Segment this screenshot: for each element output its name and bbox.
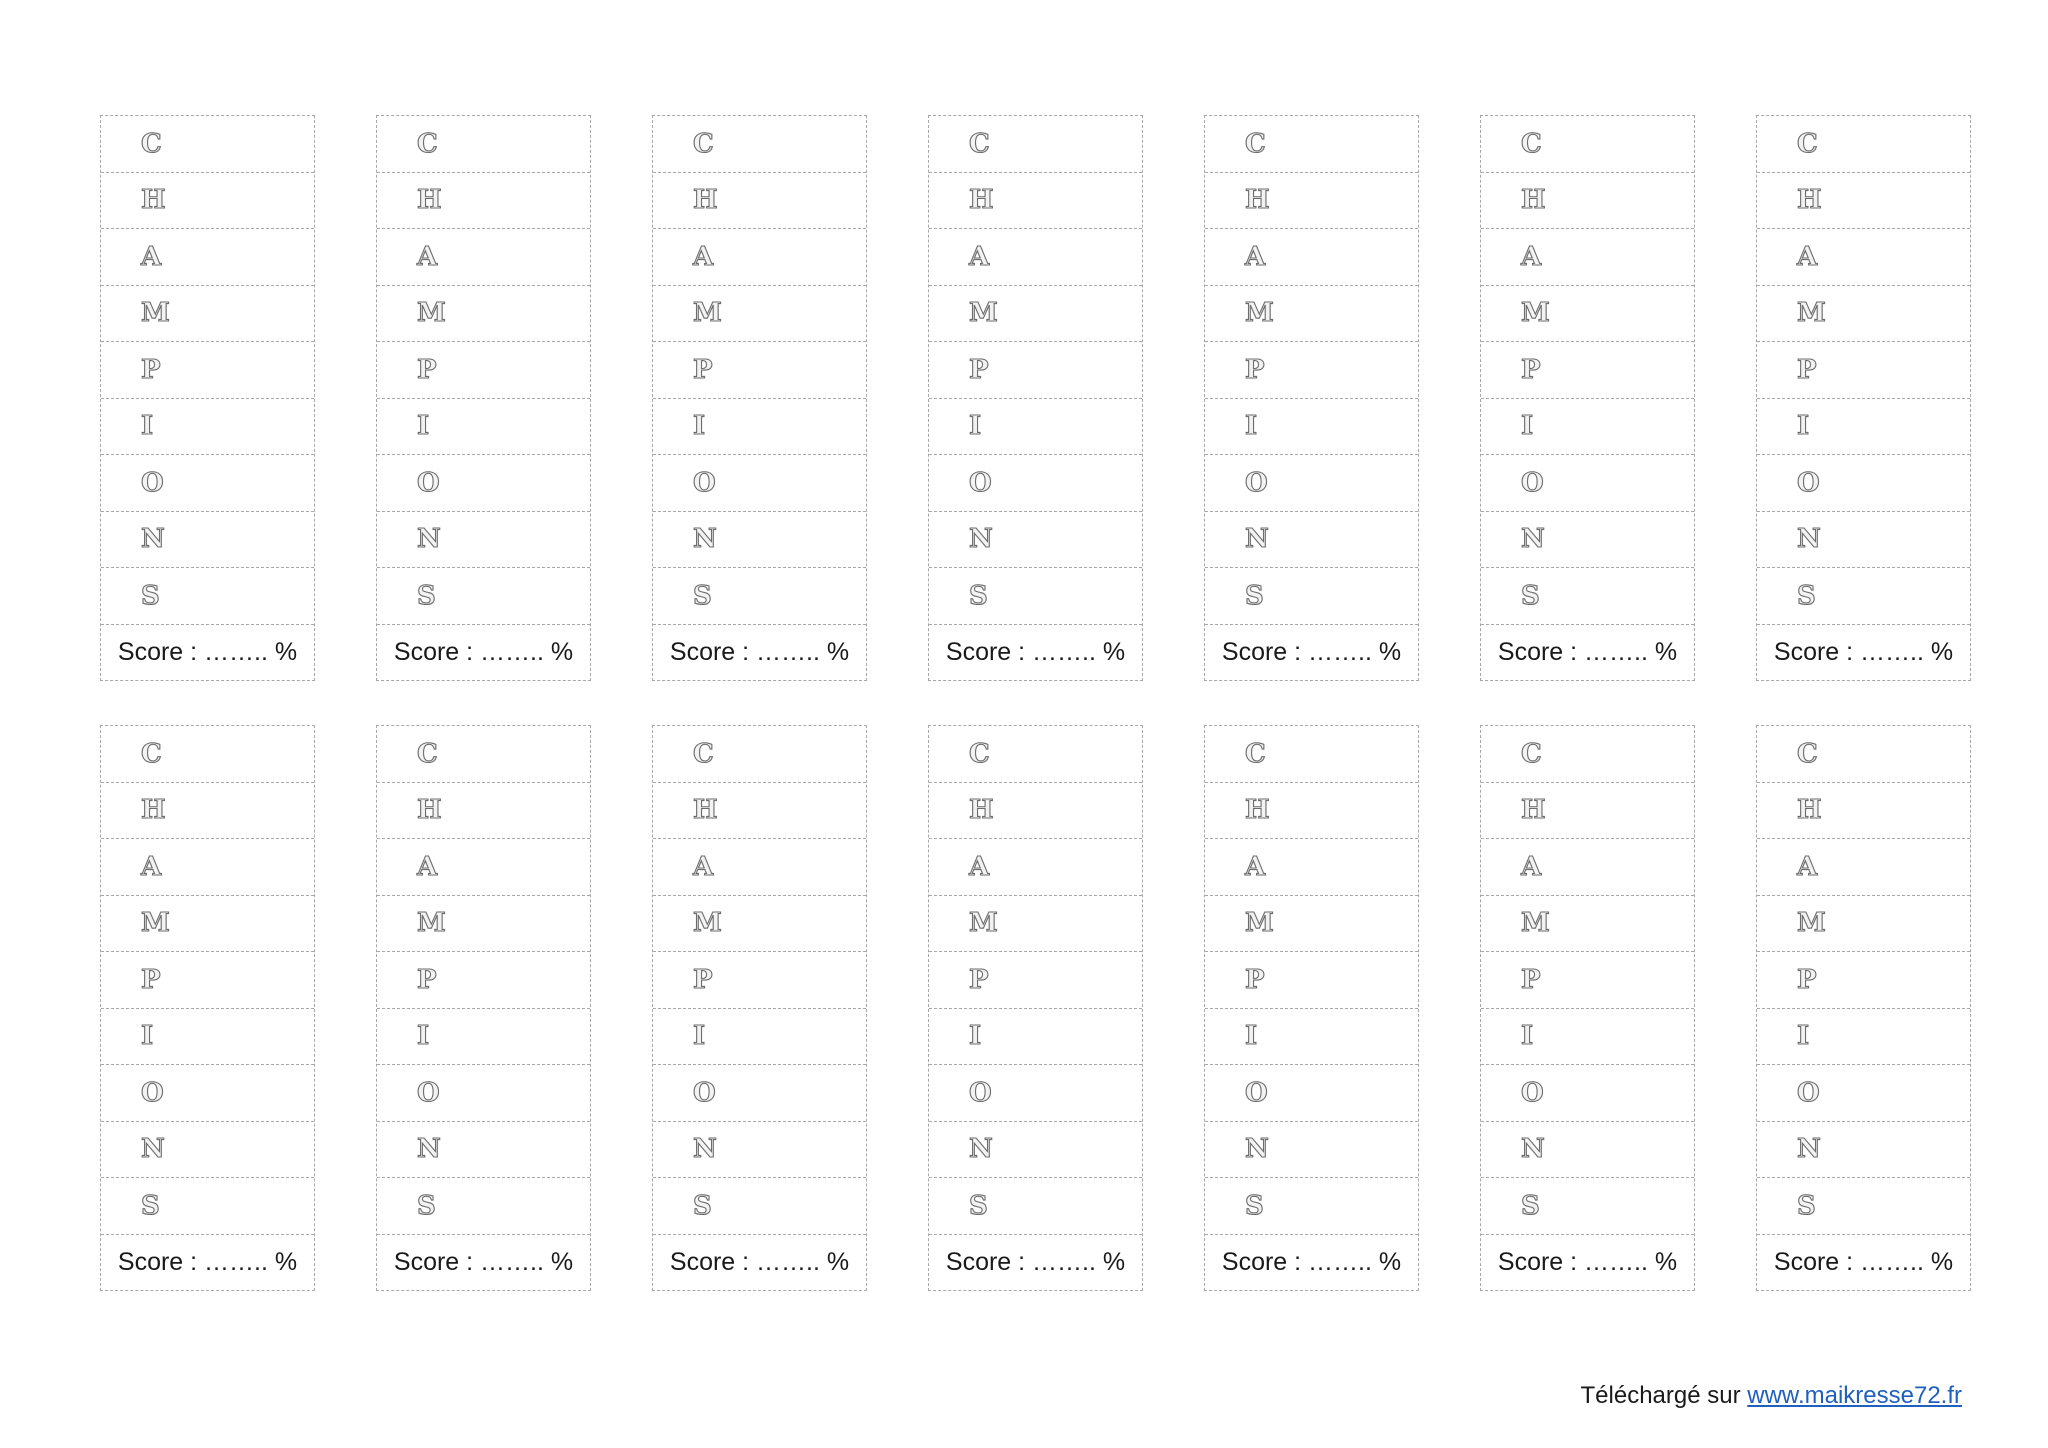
letter-row [1481, 455, 1694, 512]
letter-glyph: N [1521, 524, 1545, 555]
letter-row [1757, 952, 1970, 1009]
letter-row [1481, 342, 1694, 399]
letter-glyph: N [417, 1134, 441, 1165]
letter-row [1757, 173, 1970, 230]
letter-row [929, 512, 1142, 569]
letter-row [1205, 1065, 1418, 1122]
letter-row [929, 342, 1142, 399]
letter-glyph: I [1245, 1021, 1258, 1052]
letter-glyph: M [969, 298, 998, 329]
letter-row [377, 512, 590, 569]
letter-glyph: O [969, 467, 992, 498]
letter-row [101, 286, 314, 343]
letter-row [1757, 286, 1970, 343]
letter-glyph: O [1797, 467, 1820, 498]
letter-glyph: S [141, 1190, 160, 1221]
letter-row [101, 896, 314, 953]
letter-row [377, 1009, 590, 1066]
letter-glyph: C [1521, 738, 1542, 769]
letter-row [1481, 1009, 1694, 1066]
letter-glyph: P [417, 964, 437, 995]
letter-glyph: C [693, 738, 714, 769]
letter-row [101, 1178, 314, 1235]
letter-glyph: M [141, 298, 170, 329]
letter-glyph: H [141, 185, 166, 216]
letter-row [1757, 1065, 1970, 1122]
word-card [1480, 115, 1695, 681]
letter-glyph: H [1797, 795, 1822, 826]
letter-row [1205, 896, 1418, 953]
letter-glyph: M [693, 298, 722, 329]
letter-row [653, 229, 866, 286]
letter-glyph: H [1797, 185, 1822, 216]
letter-glyph: P [417, 354, 437, 385]
letter-row [101, 116, 314, 173]
word-card [376, 725, 591, 1291]
letter-row [653, 512, 866, 569]
letter-glyph: I [1797, 1021, 1810, 1052]
letter-row [101, 229, 314, 286]
letter-glyph: P [1245, 964, 1265, 995]
letter-row [1757, 116, 1970, 173]
letter-row [929, 1065, 1142, 1122]
letter-glyph: I [1521, 411, 1534, 442]
letter-row [1481, 726, 1694, 783]
letter-glyph: S [969, 1190, 988, 1221]
letter-row [377, 399, 590, 456]
letter-row [377, 455, 590, 512]
letter-glyph: O [1797, 1077, 1820, 1108]
letter-glyph: C [1797, 738, 1818, 769]
letter-row [1481, 286, 1694, 343]
letter-row [929, 173, 1142, 230]
letter-glyph: S [969, 580, 988, 611]
score-line: Score : …….. % [393, 637, 574, 666]
letter-row [653, 286, 866, 343]
letter-glyph: H [693, 185, 718, 216]
letter-glyph: A [1797, 241, 1818, 272]
letter-row [1481, 568, 1694, 625]
letter-row [1205, 1178, 1418, 1235]
letter-row [653, 342, 866, 399]
letter-row [1481, 229, 1694, 286]
letter-row [101, 173, 314, 230]
letter-row [101, 839, 314, 896]
letter-row [1481, 512, 1694, 569]
letter-glyph: A [693, 851, 714, 882]
letter-row [1205, 726, 1418, 783]
letter-glyph: N [1797, 524, 1821, 555]
score-line: Score : …….. % [1497, 1247, 1678, 1276]
letter-glyph: H [417, 185, 442, 216]
letter-row [377, 116, 590, 173]
letter-glyph: N [693, 524, 717, 555]
letter-row [929, 726, 1142, 783]
letter-row [653, 896, 866, 953]
letter-glyph: S [417, 580, 436, 611]
letter-glyph: H [969, 185, 994, 216]
letter-row [1205, 173, 1418, 230]
letter-glyph: M [417, 908, 446, 939]
letter-glyph: O [141, 1077, 164, 1108]
letter-row [1205, 286, 1418, 343]
letter-glyph: O [1245, 467, 1268, 498]
score-line: Score : …….. % [393, 1247, 574, 1276]
letter-row [1757, 399, 1970, 456]
letter-glyph: P [1797, 354, 1817, 385]
letter-row [377, 952, 590, 1009]
letter-glyph: S [693, 580, 712, 611]
letter-glyph: I [693, 411, 706, 442]
letter-glyph: S [1797, 580, 1816, 611]
letter-glyph: N [969, 1134, 993, 1165]
letter-row [653, 783, 866, 840]
letter-glyph: O [141, 467, 164, 498]
letter-glyph: A [1245, 241, 1266, 272]
footer-link[interactable]: www.maikresse72.fr [1747, 1382, 1962, 1409]
letter-row [1205, 952, 1418, 1009]
letter-glyph: H [1521, 795, 1546, 826]
letter-glyph: N [693, 1134, 717, 1165]
letter-glyph: O [417, 1077, 440, 1108]
letter-row [653, 116, 866, 173]
letter-glyph: I [969, 1021, 982, 1052]
letter-row [101, 1065, 314, 1122]
letter-row [929, 229, 1142, 286]
letter-row [1481, 116, 1694, 173]
letter-glyph: I [1797, 411, 1810, 442]
letter-row [929, 399, 1142, 456]
letter-row [1757, 1178, 1970, 1235]
letter-glyph: M [1245, 298, 1274, 329]
letter-row [1205, 116, 1418, 173]
word-card [1480, 725, 1695, 1291]
cards-grid [100, 115, 1972, 1291]
letter-glyph: O [1245, 1077, 1268, 1108]
word-card [1204, 725, 1419, 1291]
letter-glyph: O [969, 1077, 992, 1108]
word-card [1204, 115, 1419, 681]
letter-glyph: I [141, 411, 154, 442]
letter-row [377, 229, 590, 286]
letter-row [653, 1065, 866, 1122]
letter-row [377, 286, 590, 343]
score-line: Score : …….. % [1221, 1247, 1402, 1276]
word-card [652, 115, 867, 681]
word-card [928, 725, 1143, 1291]
letter-row [929, 1178, 1142, 1235]
letter-glyph: S [417, 1190, 436, 1221]
letter-glyph: P [969, 964, 989, 995]
letter-row [1757, 229, 1970, 286]
letter-glyph: I [1245, 411, 1258, 442]
word-card [100, 115, 315, 681]
letter-row [1205, 839, 1418, 896]
letter-glyph: N [1245, 1134, 1269, 1165]
letter-row [929, 455, 1142, 512]
letter-glyph: H [1521, 185, 1546, 216]
letter-glyph: M [969, 908, 998, 939]
letter-glyph: P [693, 964, 713, 995]
letter-glyph: S [1521, 1190, 1540, 1221]
score-line: Score : …….. % [117, 637, 298, 666]
letter-row [101, 1122, 314, 1179]
letter-glyph: C [417, 738, 438, 769]
letter-glyph: A [969, 241, 990, 272]
letter-glyph: H [1245, 795, 1270, 826]
letter-row [101, 726, 314, 783]
letter-glyph: N [1521, 1134, 1545, 1165]
letter-glyph: N [1245, 524, 1269, 555]
letter-glyph: P [693, 354, 713, 385]
letter-row [1205, 229, 1418, 286]
score-line: Score : …….. % [1497, 637, 1678, 666]
letter-row [101, 342, 314, 399]
letter-glyph: S [141, 580, 160, 611]
letter-glyph: I [417, 411, 430, 442]
letter-glyph: I [693, 1021, 706, 1052]
footer-credit [1581, 1382, 1962, 1410]
letter-glyph: M [417, 298, 446, 329]
letter-row [101, 568, 314, 625]
letter-glyph: M [693, 908, 722, 939]
letter-row [1205, 455, 1418, 512]
letter-row [377, 1178, 590, 1235]
letter-glyph: S [1245, 580, 1264, 611]
letter-row [101, 512, 314, 569]
letter-row [1205, 512, 1418, 569]
letter-row [1481, 952, 1694, 1009]
letter-glyph: A [1521, 241, 1542, 272]
letter-glyph: S [1521, 580, 1540, 611]
letter-row [1757, 726, 1970, 783]
letter-row [1205, 1122, 1418, 1179]
letter-glyph: A [693, 241, 714, 272]
letter-glyph: C [141, 128, 162, 159]
letter-row [1481, 173, 1694, 230]
letter-glyph: P [141, 354, 161, 385]
letter-glyph: A [141, 851, 162, 882]
letter-row [1757, 896, 1970, 953]
score-line: Score : …….. % [669, 637, 850, 666]
letter-glyph: C [141, 738, 162, 769]
letter-glyph: P [1521, 964, 1541, 995]
letter-glyph: C [1245, 738, 1266, 769]
letter-row [1481, 399, 1694, 456]
letter-glyph: A [1797, 851, 1818, 882]
letter-glyph: A [417, 241, 438, 272]
letter-glyph: I [141, 1021, 154, 1052]
letter-row [653, 1009, 866, 1066]
letter-row [929, 1009, 1142, 1066]
letter-row [929, 568, 1142, 625]
score-line: Score : …….. % [1221, 637, 1402, 666]
letter-glyph: P [1245, 354, 1265, 385]
letter-row [653, 1122, 866, 1179]
letter-glyph: S [1245, 1190, 1264, 1221]
word-card [376, 115, 591, 681]
letter-row [1481, 1065, 1694, 1122]
letter-row [929, 896, 1142, 953]
letter-row [653, 839, 866, 896]
letter-row [1481, 839, 1694, 896]
letter-glyph: H [1245, 185, 1270, 216]
letter-glyph: H [693, 795, 718, 826]
letter-row [653, 726, 866, 783]
score-line: Score : …….. % [669, 1247, 850, 1276]
letter-glyph: A [1521, 851, 1542, 882]
letter-glyph: H [969, 795, 994, 826]
letter-row [377, 896, 590, 953]
letter-glyph: N [969, 524, 993, 555]
letter-glyph: C [969, 128, 990, 159]
letter-glyph: I [417, 1021, 430, 1052]
letter-row [1757, 1122, 1970, 1179]
letter-row [101, 783, 314, 840]
word-card [100, 725, 315, 1291]
letter-row [653, 399, 866, 456]
letter-glyph: N [1797, 1134, 1821, 1165]
letter-glyph: M [1521, 298, 1550, 329]
letter-row [1757, 568, 1970, 625]
letter-row [653, 455, 866, 512]
letter-glyph: O [693, 1077, 716, 1108]
letter-glyph: M [141, 908, 170, 939]
letter-glyph: A [417, 851, 438, 882]
letter-row [1757, 1009, 1970, 1066]
letter-row [653, 1178, 866, 1235]
score-line: Score : …….. % [945, 637, 1126, 666]
letter-row [1205, 342, 1418, 399]
letter-glyph: A [969, 851, 990, 882]
letter-row [929, 116, 1142, 173]
letter-glyph: N [141, 524, 165, 555]
letter-glyph: A [141, 241, 162, 272]
letter-glyph: I [1521, 1021, 1534, 1052]
letter-glyph: M [1797, 298, 1826, 329]
letter-row [929, 286, 1142, 343]
letter-row [377, 1065, 590, 1122]
letter-glyph: P [969, 354, 989, 385]
letter-glyph: N [417, 524, 441, 555]
letter-glyph: M [1797, 908, 1826, 939]
letter-row [101, 399, 314, 456]
letter-row [101, 1009, 314, 1066]
letter-row [377, 568, 590, 625]
letter-row [377, 783, 590, 840]
letter-glyph: P [1797, 964, 1817, 995]
letter-row [653, 568, 866, 625]
letter-row [1757, 342, 1970, 399]
letter-row [653, 952, 866, 1009]
letter-row [377, 1122, 590, 1179]
letter-glyph: O [417, 467, 440, 498]
letter-glyph: H [417, 795, 442, 826]
letter-row [377, 173, 590, 230]
letter-row [1205, 1009, 1418, 1066]
letter-glyph: P [1521, 354, 1541, 385]
letter-glyph: C [969, 738, 990, 769]
letter-row [1757, 512, 1970, 569]
letter-glyph: O [1521, 1077, 1544, 1108]
letter-row [1757, 783, 1970, 840]
footer-prefix: Téléchargé sur [1580, 1382, 1741, 1409]
word-card [652, 725, 867, 1291]
letter-glyph: S [1797, 1190, 1816, 1221]
letter-glyph: C [1797, 128, 1818, 159]
letter-row [1757, 839, 1970, 896]
letter-glyph: P [141, 964, 161, 995]
letter-row [1757, 455, 1970, 512]
letter-glyph: M [1521, 908, 1550, 939]
letter-glyph: M [1245, 908, 1274, 939]
score-line: Score : …….. % [1773, 1247, 1954, 1276]
letter-row [1205, 568, 1418, 625]
score-line: Score : …….. % [117, 1247, 298, 1276]
letter-glyph: O [1521, 467, 1544, 498]
letter-glyph: C [417, 128, 438, 159]
letter-row [377, 342, 590, 399]
letter-row [929, 783, 1142, 840]
letter-glyph: O [693, 467, 716, 498]
letter-row [653, 173, 866, 230]
letter-row [929, 1122, 1142, 1179]
letter-glyph: C [1245, 128, 1266, 159]
word-card [1756, 725, 1971, 1291]
letter-glyph: C [693, 128, 714, 159]
letter-row [1205, 399, 1418, 456]
letter-glyph: H [141, 795, 166, 826]
letter-row [377, 726, 590, 783]
letter-row [929, 952, 1142, 1009]
letter-row [101, 952, 314, 1009]
score-line: Score : …….. % [1773, 637, 1954, 666]
letter-row [1481, 1178, 1694, 1235]
letter-row [1481, 1122, 1694, 1179]
letter-glyph: A [1245, 851, 1266, 882]
letter-glyph: C [1521, 128, 1542, 159]
word-card [1756, 115, 1971, 681]
letter-row [929, 839, 1142, 896]
letter-row [1481, 896, 1694, 953]
letter-row [1481, 783, 1694, 840]
letter-row [1205, 783, 1418, 840]
letter-row [101, 455, 314, 512]
letter-glyph: N [141, 1134, 165, 1165]
word-card [928, 115, 1143, 681]
score-line: Score : …….. % [945, 1247, 1126, 1276]
letter-glyph: I [969, 411, 982, 442]
letter-row [377, 839, 590, 896]
letter-glyph: S [693, 1190, 712, 1221]
